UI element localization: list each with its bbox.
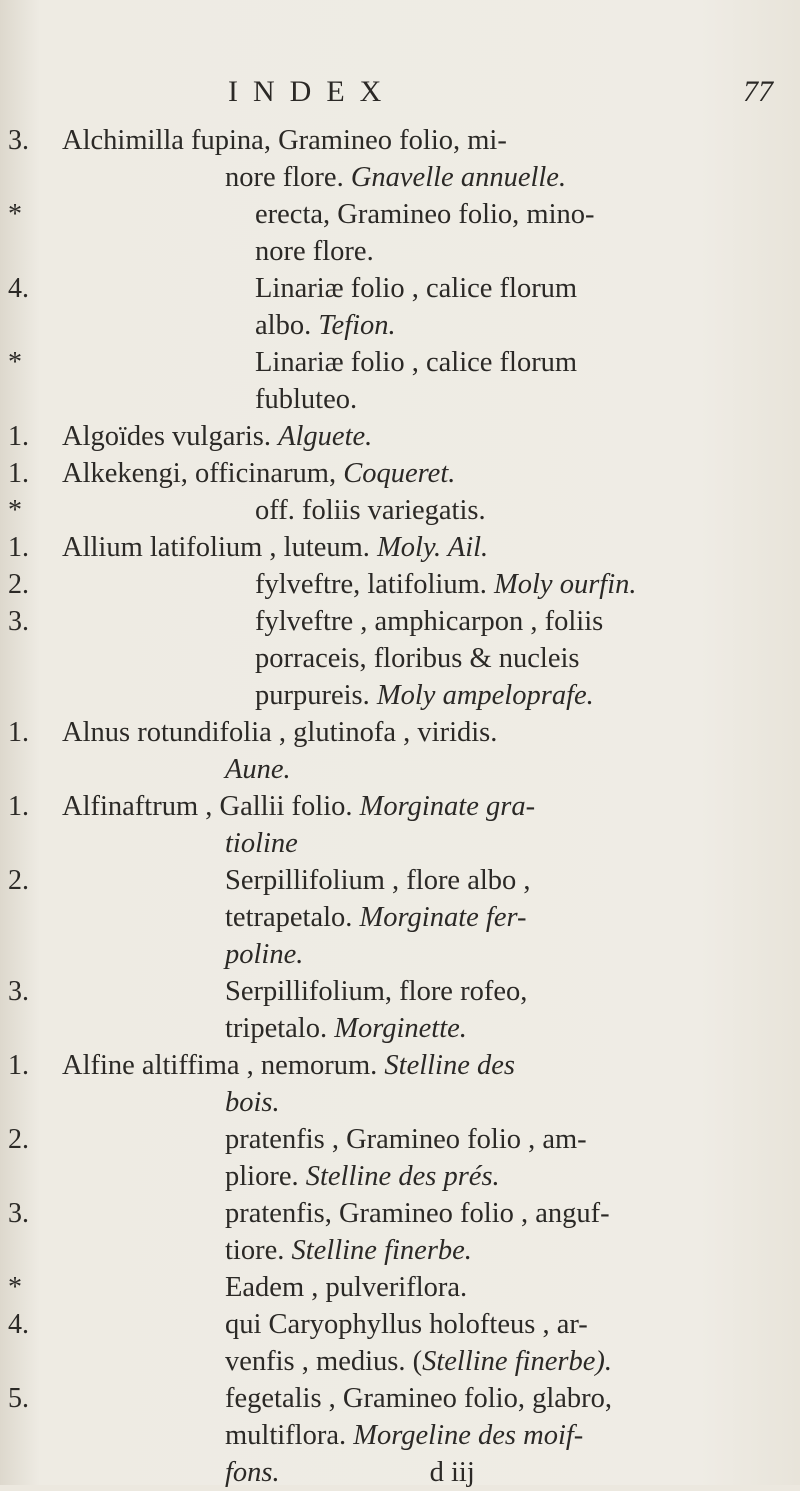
index-entry (0, 1269, 800, 1306)
french-name: tioline (225, 828, 298, 859)
entry-line (0, 788, 800, 825)
french-name: Morginate gra- (359, 791, 536, 822)
french-name: Stelline des (384, 1050, 515, 1081)
signature-mark: d iij (429, 1457, 475, 1488)
entry-marker: * (8, 347, 22, 378)
entry-line (0, 936, 800, 973)
page-header (0, 75, 800, 115)
french-name: Coqueret. (343, 458, 456, 489)
french-name: Moly ourfin. (494, 569, 637, 600)
latin-text: tiore. (225, 1235, 292, 1266)
latin-text: Alchimilla fupina, Gramineo folio, mi- (62, 125, 507, 156)
entry-line (0, 899, 800, 936)
entry-line (0, 640, 800, 677)
french-name: Stelline finerbe). (422, 1346, 613, 1377)
latin-text: Eadem , pulveriflora. (225, 1272, 468, 1303)
latin-text: nore flore. (225, 162, 351, 193)
entry-line (0, 1306, 800, 1343)
french-name: Morgeline des moif- (353, 1420, 584, 1451)
french-name: Stelline des prés. (305, 1161, 500, 1192)
latin-text: albo. (255, 310, 319, 341)
latin-text: Alnus rotundifolia , glutinofa , viridis. (62, 717, 498, 748)
entry-marker: 3. (8, 125, 29, 156)
running-title: INDEX (228, 75, 397, 108)
latin-text: multiflora. (225, 1420, 354, 1451)
index-entry (0, 1306, 800, 1380)
latin-text: porraceis, floribus & nucleis (255, 643, 580, 674)
french-name: bois. (225, 1087, 280, 1118)
entry-marker: 1. (8, 1050, 29, 1081)
latin-text: venfis , medius. ( (225, 1346, 423, 1377)
french-name: Gnavelle annuelle. (350, 162, 567, 193)
latin-text: Alkekengi, officinarum, (62, 458, 344, 489)
entry-line (0, 1010, 800, 1047)
french-name: Morginette. (334, 1013, 467, 1044)
index-entry (0, 973, 800, 1047)
latin-text: tripetalo. (225, 1013, 335, 1044)
latin-text: off. foliis variegatis. (255, 495, 486, 526)
entry-line (0, 122, 800, 159)
entry-line (0, 825, 800, 862)
entry-marker: 4. (8, 273, 29, 304)
french-name: poline. (225, 939, 304, 970)
latin-text: Serpillifolium , flore albo , (225, 865, 531, 896)
entry-marker: 5. (8, 1383, 29, 1414)
entry-line (0, 1417, 800, 1454)
entry-line (0, 1047, 800, 1084)
latin-text: fylveftre, latifolium. (255, 569, 495, 600)
index-entry (0, 270, 800, 344)
index-entry (0, 529, 800, 566)
entry-marker: * (8, 1272, 22, 1303)
entry-line (0, 677, 800, 714)
entry-marker: 2. (8, 865, 29, 896)
entry-line (0, 751, 800, 788)
entry-marker: 4. (8, 1309, 29, 1340)
entry-line (0, 1269, 800, 1306)
page-number: 77 (743, 75, 773, 108)
index-entry (0, 344, 800, 418)
entry-marker: 2. (8, 569, 29, 600)
index-entry (0, 1195, 800, 1269)
latin-text: erecta, Gramineo folio, mino- (255, 199, 595, 230)
latin-text: purpureis. (255, 680, 377, 711)
entry-line (0, 159, 800, 196)
latin-text: Algoïdes vulgaris. (62, 421, 279, 452)
index-entry (0, 862, 800, 973)
french-name: Tefion. (318, 310, 396, 341)
index-entries (0, 122, 800, 1491)
french-name: Alguete. (278, 421, 373, 452)
entry-line (0, 714, 800, 751)
entry-line (0, 566, 800, 603)
entry-marker: 1. (8, 458, 29, 489)
french-name: fons. (225, 1457, 280, 1488)
index-entry (0, 196, 800, 270)
latin-text: pratenfis, Gramineo folio , anguf- (225, 1198, 610, 1229)
latin-text: Alfine altiffima , nemorum. (62, 1050, 385, 1081)
entry-marker: 1. (8, 717, 29, 748)
latin-text: fylveftre , amphicarpon , foliis (255, 606, 604, 637)
entry-marker: 3. (8, 1198, 29, 1229)
index-entry (0, 122, 800, 196)
entry-marker: 3. (8, 976, 29, 1007)
entry-line (0, 862, 800, 899)
entry-line (0, 196, 800, 233)
entry-marker: * (8, 199, 22, 230)
index-entry (0, 566, 800, 603)
entry-marker: 2. (8, 1124, 29, 1155)
index-entry (0, 1047, 800, 1121)
index-entry (0, 1121, 800, 1195)
latin-text: Linariæ folio , calice florum (255, 347, 578, 378)
latin-text: pratenfis , Gramineo folio , am- (225, 1124, 587, 1155)
entry-line (0, 603, 800, 640)
entry-marker: 1. (8, 421, 29, 452)
index-entry (0, 1380, 800, 1491)
entry-marker: 1. (8, 532, 29, 563)
index-entry (0, 714, 800, 788)
french-name: Stelline finerbe. (291, 1235, 472, 1266)
entry-line (0, 1343, 800, 1380)
entry-line (0, 1158, 800, 1195)
latin-text: qui Caryophyllus holofteus , ar- (225, 1309, 588, 1340)
latin-text: Linariæ folio , calice florum (255, 273, 578, 304)
latin-text: Serpillifolium, flore rofeo, (225, 976, 528, 1007)
entry-line (0, 381, 800, 418)
entry-line (0, 270, 800, 307)
index-entry (0, 492, 800, 529)
entry-line (0, 1195, 800, 1232)
index-entry (0, 788, 800, 862)
entry-line (0, 455, 800, 492)
entry-line (0, 1454, 800, 1491)
latin-text: pliore. (225, 1161, 306, 1192)
index-entry (0, 455, 800, 492)
entry-line (0, 1121, 800, 1158)
latin-text: tetrapetalo. (225, 902, 360, 933)
entry-line (0, 1232, 800, 1269)
entry-marker: 1. (8, 791, 29, 822)
latin-text: Alfinaftrum , Gallii folio. (62, 791, 360, 822)
entry-line (0, 529, 800, 566)
entry-line (0, 1084, 800, 1121)
entry-marker: * (8, 495, 22, 526)
french-name: Moly ampeloprafe. (376, 680, 594, 711)
entry-line (0, 307, 800, 344)
entry-line (0, 344, 800, 381)
entry-line (0, 973, 800, 1010)
french-name: Moly. Ail. (377, 532, 489, 563)
index-entry (0, 603, 800, 714)
latin-text: Allium latifolium , luteum. (62, 532, 378, 563)
index-entry (0, 418, 800, 455)
entry-line (0, 1380, 800, 1417)
entry-line (0, 418, 800, 455)
latin-text: fubluteo. (255, 384, 358, 415)
french-name: Morginate fer- (359, 902, 527, 933)
french-name: Aune. (225, 754, 291, 785)
entry-line (0, 492, 800, 529)
latin-text: fegetalis , Gramineo folio, glabro, (225, 1383, 613, 1414)
entry-line (0, 233, 800, 270)
latin-text: nore flore. (255, 236, 374, 267)
entry-marker: 3. (8, 606, 29, 637)
